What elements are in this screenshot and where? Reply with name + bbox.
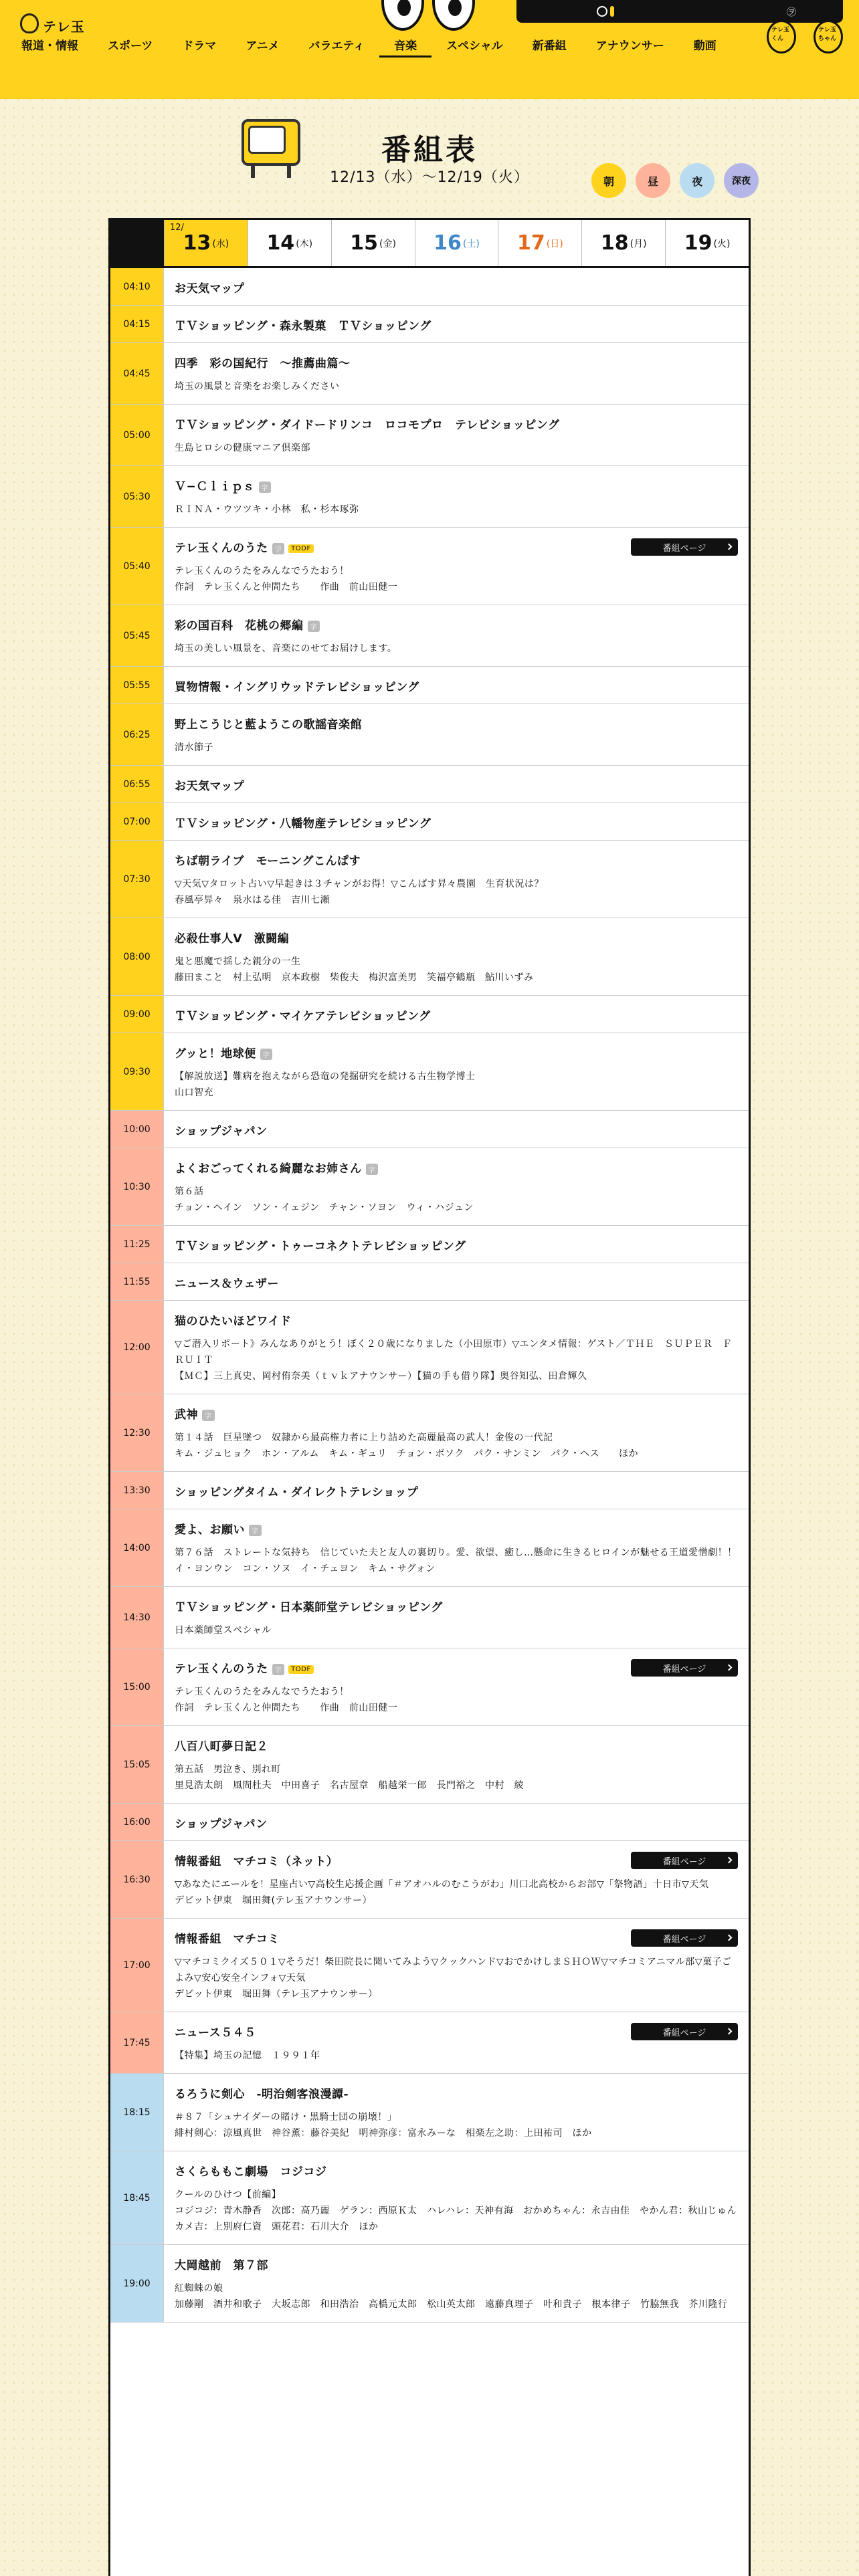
character-link-icon[interactable]	[767, 20, 796, 53]
schedule-table	[108, 218, 751, 2576]
nav-item[interactable]: 音楽	[379, 36, 432, 58]
program-time: 05:55	[110, 667, 164, 704]
program-row	[110, 2245, 749, 2323]
nav-item[interactable]: ドラマ	[182, 39, 217, 53]
program-time: 16:30	[110, 1841, 164, 1918]
program-description: 第７６話 ストレートな気持ち 信じていた夫と友人の裏切り。愛、欲望、癒し…懸命に生きるヒロインが魅せる王道愛憎劇！！ イ・ヨンウン コン・ソヌ イ・チェヨン キム・サグォン	[175, 1547, 737, 1574]
program-cell[interactable]	[164, 1648, 749, 1725]
program-row	[110, 704, 749, 766]
program-row	[110, 605, 749, 667]
program-cell[interactable]	[164, 1263, 749, 1300]
program-row	[110, 528, 749, 605]
program-row	[110, 306, 749, 343]
program-time: 15:05	[110, 1726, 164, 1803]
day-number: 18	[600, 231, 629, 255]
nav-item[interactable]: スペシャル	[446, 39, 503, 53]
program-description: 清水節子	[175, 742, 213, 753]
program-page-button[interactable]: 番組ページ	[631, 1659, 738, 1677]
program-cell[interactable]	[164, 268, 749, 305]
nav-item[interactable]: アニメ	[246, 39, 280, 53]
subtitle-badge: 字	[272, 1664, 285, 1675]
character-label: テレ玉ちゃん	[818, 27, 837, 42]
program-cell[interactable]	[164, 766, 749, 802]
program-cell[interactable]	[164, 1587, 749, 1648]
program-title[interactable]: ＴＶショッピング・ダイドードリンコ ロコモプロ テレビショッピング	[175, 419, 560, 432]
page-title: 番組表	[381, 133, 478, 167]
program-description: 紅蜘蛛の娘 加藤剛 酒井和歌子 大坂志郎 和田浩治 高橋元太郎 松山英太郎 遠藤真理子 叶和貴子 根本律子 竹脇無我 芥川隆行	[175, 2283, 728, 2310]
program-time: 13:30	[110, 1472, 164, 1509]
program-time: 08:00	[110, 918, 164, 995]
program-title[interactable]: ニュース＆ウェザー	[175, 1277, 279, 1291]
day-number: 13	[183, 231, 211, 255]
program-title[interactable]: 情報番組 マチコミ（ネット）	[175, 1855, 339, 1868]
program-cell[interactable]	[164, 1148, 749, 1225]
time-of-day-button[interactable]: 朝	[591, 163, 626, 198]
day-of-week: (木)	[296, 238, 313, 249]
program-time: 10:30	[110, 1148, 164, 1225]
program-row	[110, 1841, 749, 1919]
program-page-button[interactable]: 番組ページ	[631, 538, 738, 556]
program-row	[110, 2151, 749, 2245]
program-row	[110, 1148, 749, 1226]
program-time: 18:15	[110, 2074, 164, 2151]
program-row	[110, 405, 749, 466]
program-description: ▽ご潜入リポート》みんなありがとう！ぼく２０歳になりました（小田原市）▽エンタメ情報：ゲスト／ＴＨＥ ＳＵＰＥＲ ＦＲＵＩＴ 【ＭＣ】三上真史、岡村侑奈美（ｔｖｋアナウンサー）【猫の手も借り隊】奥谷知弘、田倉輝久	[175, 1339, 733, 1382]
program-cell[interactable]	[164, 405, 749, 465]
program-cell[interactable]	[164, 803, 749, 840]
program-time: 05:40	[110, 528, 164, 605]
program-description: 第６話 チョン・ヘイン ソン・イェジン チャン・ソヨン ウィ・ハジュン	[175, 1186, 474, 1213]
program-row	[110, 1919, 749, 2012]
program-cell[interactable]	[164, 667, 749, 704]
date-range: 12/13（水）〜12/19（火）	[330, 169, 529, 186]
subtitle-badge: 字	[259, 481, 272, 493]
program-time: 10:00	[110, 1111, 164, 1148]
program-time: 09:00	[110, 996, 164, 1033]
day-tab[interactable]	[415, 220, 498, 266]
program-description: ＲＩＮＡ・ウツツキ・小林 私・杉本琢弥	[175, 504, 359, 515]
program-cell[interactable]	[164, 1394, 749, 1471]
day-number: 19	[684, 231, 712, 255]
program-title[interactable]: 愛よ、お願い 字	[175, 1520, 738, 1537]
program-time: 05:00	[110, 405, 164, 465]
program-row	[110, 2012, 749, 2074]
program-description: 埼玉の美しい風景を、音楽にのせてお届けします。	[175, 643, 397, 654]
program-cell[interactable]	[164, 996, 749, 1033]
program-page-button[interactable]: 番組ページ	[631, 1929, 738, 1947]
program-title[interactable]: よくおごってくれる綺麗なお姉さん 字	[175, 1159, 738, 1176]
time-of-day-buttons	[591, 163, 759, 198]
time-of-day-button[interactable]: 夜	[680, 163, 714, 198]
subtitle-badge: 字	[202, 1410, 215, 1421]
program-title[interactable]: お天気マップ	[175, 780, 245, 793]
time-of-day-button[interactable]: 深夜	[724, 163, 759, 198]
nav-item[interactable]: バラエティ	[308, 39, 365, 53]
top-info-bar	[516, 0, 843, 23]
program-row	[110, 466, 749, 528]
program-title[interactable]: 買物情報・イングリウッドテレビショッピング	[175, 681, 419, 694]
program-description: 第五話 男泣き、別れ町 里見浩太朗 風間杜夫 中田喜子 名古屋章 船越栄一郎 長門裕之 中村 綾	[175, 1764, 524, 1791]
program-cell[interactable]	[164, 1804, 749, 1840]
program-title[interactable]: 猫のひたいほどワイド	[175, 1315, 292, 1328]
program-time: 15:00	[110, 1648, 164, 1725]
program-time: 12:30	[110, 1394, 164, 1471]
program-cell[interactable]	[164, 466, 749, 527]
program-row	[110, 766, 749, 803]
program-row	[110, 1263, 749, 1301]
program-time: 16:00	[110, 1804, 164, 1840]
time-of-day-button[interactable]: 昼	[636, 163, 670, 198]
program-row	[110, 1804, 749, 1841]
character-label: テレ玉くん	[771, 27, 789, 42]
program-cell[interactable]	[164, 1472, 749, 1509]
program-title[interactable]: ショップジャパン	[175, 1125, 268, 1138]
program-row	[110, 1509, 749, 1587]
program-title[interactable]: グッと！地球便 字	[175, 1044, 738, 1061]
day-of-week: (土)	[462, 238, 480, 249]
tere-tama-logo-icon	[20, 13, 39, 33]
program-cell[interactable]	[164, 2074, 749, 2151]
program-row	[110, 1301, 749, 1394]
day-of-week: (水)	[212, 238, 229, 249]
program-row	[110, 1226, 749, 1263]
program-title[interactable]: お天気マップ	[175, 282, 245, 296]
program-row	[110, 1111, 749, 1148]
day-header-corner	[110, 220, 164, 266]
day-month: 12/	[170, 223, 184, 233]
subtitle-badge: 字	[366, 1164, 379, 1175]
tod-badge: TODF	[288, 544, 313, 553]
program-time: 17:45	[110, 2012, 164, 2073]
program-description: ＃８７「シュナイダーの賭け・黒騎士団の崩壊！」 緋村剣心：涼風真世 神谷薫：藤谷美紀 明神弥彦：富永みーな 相楽左之助：上田祐司 ほか	[175, 2112, 592, 2139]
program-cell[interactable]	[164, 1919, 749, 2012]
main-nav	[19, 36, 731, 58]
character-links	[767, 20, 843, 53]
program-title[interactable]: ＴＶショッピング・八幡物産テレビショッピング	[175, 817, 432, 831]
program-description: テレ玉くんのうたをみんなでうたおう！ 作詞 テレ玉くんと仲間たち 作曲 前山田健一	[175, 1687, 398, 1713]
program-title[interactable]: テレ玉くんのうた 字 TODF	[175, 538, 738, 555]
program-time: 17:00	[110, 1919, 164, 2012]
program-description: クールのひけつ【前編】 コジコジ：青木静香 次郎：高乃麗 ゲラン：西原Ｋ太 ハレハレ：天神有海 おかめちゃん：永吉由佳 やかん君：秋山じゅん カメ吉：上別府仁資 頭花君：石川大介 ほか	[175, 2189, 747, 2232]
program-title[interactable]: 四季 彩の国紀行 〜推薦曲篇〜	[175, 357, 351, 370]
program-title[interactable]: ＴＶショッピング・トゥーコネクトテレビショッピング	[175, 1240, 466, 1253]
program-row	[110, 1648, 749, 1726]
day-header-row	[110, 220, 749, 268]
program-page-button[interactable]: 番組ページ	[631, 2023, 738, 2040]
day-number: 16	[434, 231, 462, 255]
day-number: 17	[517, 231, 545, 255]
program-description: ▽マチコミクイズ５０１▽そうだ！柴田院長に聞いてみよう▽クックハンド▽おでかけしまＳＨＯＷ▽マチコミアニマル部▽菓子ごよみ▽安心安全インフォ▽天気 デビット伊東 堀田舞（テレ玉アナウンサー）	[175, 1957, 732, 2000]
title-area	[0, 99, 859, 213]
day-tab[interactable]	[498, 220, 581, 266]
subtitle-badge: 字	[272, 543, 285, 554]
program-cell[interactable]	[164, 528, 749, 605]
day-of-week: (火)	[713, 238, 731, 249]
program-row	[110, 667, 749, 704]
day-tab[interactable]	[331, 220, 415, 266]
program-page-button[interactable]: 番組ページ	[631, 1852, 738, 1869]
program-title[interactable]: 武神 字	[175, 1405, 738, 1422]
program-title[interactable]: ちば朝ライブ モーニングこんぱす	[175, 855, 361, 868]
day-tab[interactable]	[164, 220, 248, 266]
program-time: 06:25	[110, 704, 164, 765]
program-time: 11:25	[110, 1226, 164, 1263]
program-row	[110, 1726, 749, 1804]
program-title[interactable]: ＴＶショッピング・日本薬師堂テレビショッピング	[175, 1601, 443, 1614]
program-cell[interactable]	[164, 1111, 749, 1148]
program-cell[interactable]	[164, 306, 749, 342]
program-row	[110, 2074, 749, 2151]
program-row	[110, 1394, 749, 1472]
program-row	[110, 343, 749, 405]
program-time: 05:30	[110, 466, 164, 527]
program-time: 04:10	[110, 268, 164, 305]
program-row	[110, 1033, 749, 1111]
logo-text: テレ玉	[43, 19, 85, 35]
program-description: 鬼と悪魔で揺した親分の一生 藤田まこと 村上弘明 京本政樹 柴俊夫 梅沢富美男 笑福亭鶴瓶 鮎川いずみ	[175, 956, 534, 983]
program-cell[interactable]	[164, 1509, 749, 1586]
clock-icon	[597, 6, 607, 17]
program-description: ▽天気▽タロット占い▽早起きは３チャンがお得！▽こんぱす昇々農園 生育状況は？ 春風亭昇々 泉水はる佳 吉川七瀬	[175, 879, 544, 905]
program-description: ▽あなたにエールを！星座占い▽高校生応援企画「＃アオハルのむこうがわ」川口北高校からお部▽「祭物語」十日市▽天気 デビット伊東 堀田舞(テレ玉アナウンサー）	[175, 1879, 709, 1906]
day-tab[interactable]	[581, 220, 665, 266]
site-header	[0, 0, 859, 99]
nav-item[interactable]: スポーツ	[108, 39, 153, 53]
program-row	[110, 1587, 749, 1648]
subtitle-badge: 字	[308, 621, 320, 632]
program-description: 埼玉の風景と音楽をお楽しみください	[175, 381, 340, 392]
subtitle-badge: 字	[249, 1525, 262, 1536]
program-cell[interactable]	[164, 841, 749, 918]
program-row	[110, 996, 749, 1033]
site-logo[interactable]	[20, 11, 94, 37]
program-title[interactable]: るろうに剣心 -明治剣客浪漫譚-	[175, 2088, 349, 2101]
program-time: 07:00	[110, 803, 164, 840]
day-of-week: (月)	[630, 238, 647, 249]
program-title[interactable]: 彩の国百科 花桃の郷編 字	[175, 616, 738, 633]
program-cell[interactable]	[164, 2245, 749, 2322]
program-row	[110, 268, 749, 306]
program-cell[interactable]	[164, 704, 749, 765]
program-cell[interactable]	[164, 343, 749, 404]
program-title[interactable]: 必殺仕事人Ⅴ 激闘編	[175, 932, 290, 946]
program-cell[interactable]	[164, 1226, 749, 1263]
topbar-right-label[interactable]: ㋾	[787, 7, 796, 18]
program-time: 12:00	[110, 1301, 164, 1394]
program-title[interactable]: さくらももこ劇場 コジコジ	[175, 2165, 327, 2179]
program-description: 【解説放送】難病を抱えながら恐竜の発掘研究を続ける古生物学博士 山口智充	[175, 1071, 476, 1098]
program-time: 05:45	[110, 605, 164, 666]
program-cell[interactable]	[164, 1033, 749, 1110]
nav-item[interactable]: アナウンサー	[595, 39, 664, 53]
program-time: 14:30	[110, 1587, 164, 1648]
program-time: 19:00	[110, 2245, 164, 2322]
program-description: テレ玉くんのうたをみんなでうたおう！ 作詞 テレ玉くんと仲間たち 作曲 前山田健一	[175, 566, 398, 593]
day-of-week: (金)	[379, 238, 396, 249]
program-cell[interactable]	[164, 1841, 749, 1918]
program-row	[110, 1472, 749, 1509]
program-time: 18:45	[110, 2151, 164, 2244]
program-description: 日本薬師堂スペシャル	[175, 1625, 272, 1636]
program-title[interactable]: 野上こうじと藍ようこの歌謡音楽館	[175, 718, 362, 732]
day-tab[interactable]	[665, 220, 749, 266]
nav-item[interactable]: 動画	[693, 39, 717, 53]
program-cell[interactable]	[164, 1726, 749, 1803]
program-row	[110, 841, 749, 918]
program-row	[110, 918, 749, 996]
nav-item[interactable]: 新番組	[532, 39, 567, 53]
program-time: 06:55	[110, 766, 164, 802]
program-time: 04:15	[110, 306, 164, 342]
program-cell[interactable]	[164, 918, 749, 995]
program-cell[interactable]	[164, 605, 749, 666]
program-row	[110, 803, 749, 841]
status-indicator-icon	[610, 6, 614, 17]
nav-item[interactable]: 報道・情報	[21, 39, 78, 53]
program-list	[110, 268, 749, 2323]
program-cell[interactable]	[164, 1301, 749, 1394]
program-title[interactable]: 八百八町夢日記２	[175, 1740, 268, 1753]
day-number: 15	[350, 231, 379, 255]
program-title[interactable]: 大岡越前 第７部	[175, 2259, 268, 2272]
tod-badge: TODF	[288, 1665, 313, 1674]
program-time: 11:55	[110, 1263, 164, 1300]
program-title[interactable]: テレ玉くんのうた 字 TODF	[175, 1659, 738, 1676]
program-title[interactable]: ニュース５４５	[175, 2026, 256, 2040]
subtitle-badge: 字	[260, 1049, 273, 1060]
mascot-eyes-icon	[381, 0, 475, 33]
program-description: 第１４話 巨星墜つ 奴隷から最高権力者に上り詰めた高麗最高の武人！金俊の一代記 キム・ジュヒョク ホン・アルム キム・ギュリ チョン・ボソク パク・サンミン パク・ヘス ほか	[175, 1432, 639, 1459]
program-cell[interactable]	[164, 2151, 749, 2244]
program-time: 14:00	[110, 1509, 164, 1586]
program-title[interactable]: ショップジャパン	[175, 1818, 268, 1831]
program-time: 07:30	[110, 841, 164, 918]
day-number: 14	[266, 231, 295, 255]
program-description: 【特集】埼玉の記憶 １９９１年	[175, 2050, 320, 2061]
day-tab[interactable]	[248, 220, 331, 266]
day-of-week: (日)	[546, 238, 563, 249]
character-link-icon[interactable]	[814, 20, 843, 53]
program-title[interactable]: ＴＶショッピング・マイケアテレビショッピング	[175, 1010, 431, 1023]
program-title[interactable]: ＴＶショッピング・森永製菓 ＴＶショッピング	[175, 320, 432, 333]
program-time: 09:30	[110, 1033, 164, 1110]
program-cell[interactable]	[164, 2012, 749, 2073]
program-title[interactable]: 情報番組 マチコミ	[175, 1933, 280, 1946]
program-description: 生島ヒロシの健康マニア倶楽部	[175, 443, 310, 453]
program-title[interactable]: ショッピングタイム・ダイレクトテレショップ	[175, 1486, 419, 1499]
program-title[interactable]: Ｖ−Ｃｌｉｐｓ 字	[175, 477, 738, 494]
program-time: 04:45	[110, 343, 164, 404]
